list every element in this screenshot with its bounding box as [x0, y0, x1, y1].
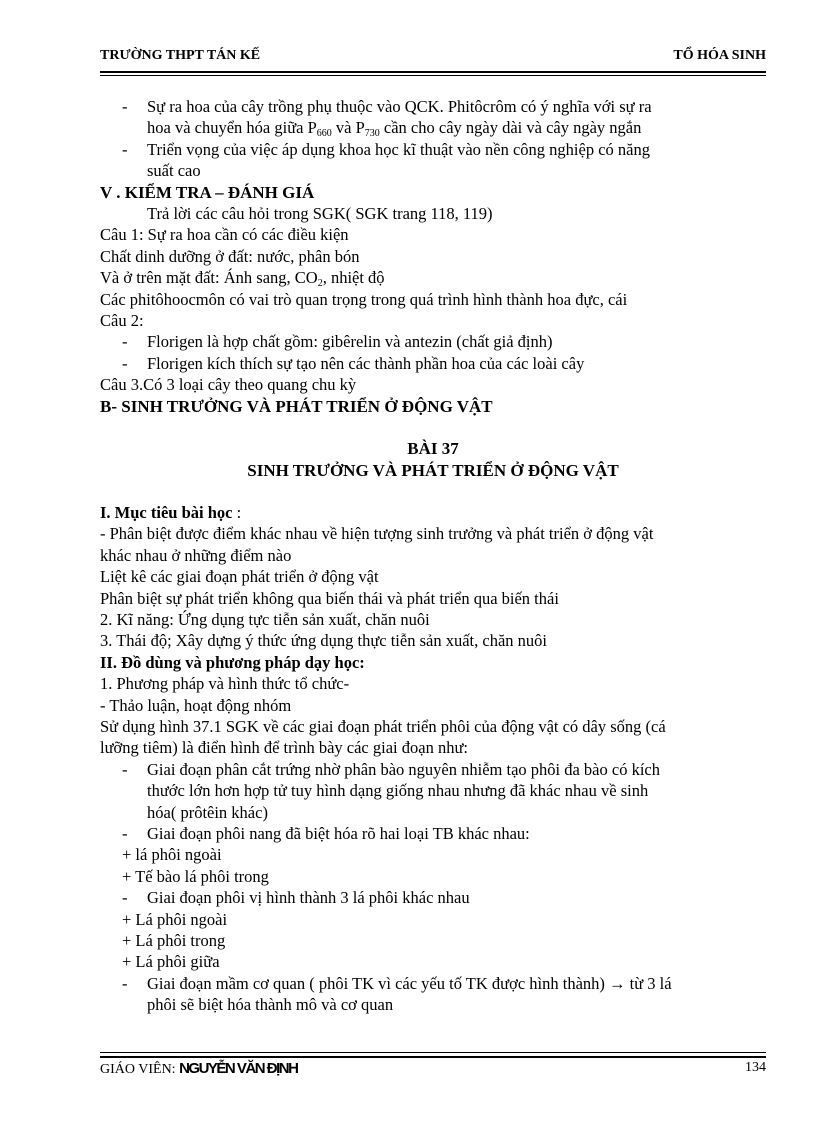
bullet-flowering: - Sự ra hoa của cây trồng phụ thuộc vào QCK. Phitôcrôm có ý nghĩa với sự ra hoa và chuyển hóa giữa $P_{660}$ và $P_{730}$ cần cho cây ngày dài và cây ngày ngắn — [100, 96, 766, 139]
question-1: Câu 1: Sự ra hoa cần có các điều kiện — [100, 225, 349, 245]
teacher-name: NGUYỄN VĂN ĐỊNH — [179, 1060, 298, 1077]
answer-2b: - Florigen kích thích sự tạo nên các thành phần hoa của các loài cây — [100, 353, 766, 374]
heading-section-v: V . KIỂM TRA – ĐÁNH GIÁ — [100, 182, 315, 202]
question-3: Câu 3.Có 3 loại cây theo quang chu kỳ — [100, 375, 357, 395]
lesson-title: SINH TRƯỞNG VÀ PHÁT TRIỂN Ở ĐỘNG VẬT — [247, 460, 619, 480]
germ-layer-item: + Lá phôi trong — [122, 931, 226, 951]
method-line-4: lưỡng tiêm) là điển hình để trình bày các giai đoạn như: — [100, 738, 468, 758]
objective-line-3: Liệt kê các giai đoạn phát triển ở động vật — [100, 567, 379, 587]
teacher-credit — [100, 1060, 297, 1078]
footer-rule-thin — [100, 1052, 766, 1053]
answer-1b: Và ở trên mặt đất: Ánh sang, $CO_2$, nhiệt độ — [100, 268, 385, 290]
stage-organogenesis: - Giai đoạn mầm cơ quan ( phôi TK vì các yếu tố TK được hình thành) → từ 3 lá phôi sẽ biệt hóa thành mô và cơ quan — [100, 973, 766, 1016]
bullet-prospects: - Triển vọng của việc áp dụng khoa học kĩ thuật vào nền công nghiệp có năng suất cao — [100, 139, 766, 182]
objective-line-2: khác nhau ở những điểm nào — [100, 545, 292, 565]
stage-gastrula: - Giai đoạn phôi vị hình thành 3 lá phôi khác nhau — [100, 887, 766, 908]
page-footer — [100, 1060, 766, 1078]
header-rule-thick — [100, 71, 766, 73]
teacher-label: GIÁO VIÊN: — [100, 1062, 180, 1077]
header-rule-thin — [100, 75, 766, 76]
skill-line: 2. Kĩ năng: Ứng dụng tực tiễn sản xuất, chăn nuôi — [100, 609, 430, 629]
footer-rule-thick — [100, 1056, 766, 1058]
page-number: 134 — [745, 1060, 766, 1075]
heading-section-ii: II. Đồ dùng và phương pháp dạy học: — [100, 652, 365, 672]
department-name: TỔ HÓA SINH — [673, 48, 766, 63]
answer-1a: Chất dinh dưỡng ở đất: nước, phân bón — [100, 246, 360, 266]
germ-layer-item: + Tế bào lá phôi trong — [122, 866, 269, 886]
school-name: TRƯỜNG THPT TÁN KẾ — [100, 48, 261, 63]
review-intro: Trả lời các câu hỏi trong SGK( SGK trang 118, 119) — [147, 204, 493, 224]
question-2: Câu 2: — [100, 311, 144, 331]
germ-layer-item: + lá phôi ngoài — [122, 845, 222, 865]
germ-layer-item: + Lá phôi ngoài — [122, 909, 228, 929]
method-line-3: Sử dụng hình 37.1 SGK về các giai đoạn phát triển phôi của động vật có dây sống (cá — [100, 716, 666, 736]
attitude-line: 3. Thái độ; Xây dựng ý thức ứng dụng thực tiễn sản xuất, chăn nuôi — [100, 631, 547, 651]
method-line-1: 1. Phương pháp và hình thức tổ chức- — [100, 674, 350, 694]
stage-blastula: - Giai đoạn phôi nang đã biệt hóa rõ hai loại TB khác nhau: — [100, 823, 766, 844]
heading-section-i: I. Mục tiêu bài học : — [100, 502, 242, 522]
page-header — [100, 48, 766, 64]
germ-layer-item: + Lá phôi giữa — [122, 952, 220, 972]
answer-2a: - Florigen là hợp chất gồm: gibêrelin và antezin (chất giả định) — [100, 331, 766, 352]
document-body — [100, 96, 766, 1016]
stage-cleavage: - Giai đoạn phân cắt trứng nhờ phân bào nguyên nhiễm tạo phôi đa bào có kích thước lớn hơn hợp tử tuy hình dạng giống nhau nhưng đã khác nhau về sinh hóa( prôtêin khác) — [100, 759, 766, 823]
answer-1c: Các phitôhoocmôn có vai trò quan trọng trong quá trình hình thành hoa đực, cái — [100, 289, 628, 309]
method-line-2: - Thảo luận, hoạt động nhóm — [100, 695, 292, 715]
heading-section-b: B- SINH TRƯỞNG VÀ PHÁT TRIỂN Ở ĐỘNG VẬT — [100, 396, 493, 416]
lesson-number: BÀI 37 — [407, 439, 459, 459]
objective-line-4: Phân biệt sự phát triển không qua biến thái và phát triển qua biến thái — [100, 588, 559, 608]
objective-line-1: - Phân biệt được điểm khác nhau về hiện tượng sinh trưởng và phát triển ở động vật — [100, 524, 654, 544]
